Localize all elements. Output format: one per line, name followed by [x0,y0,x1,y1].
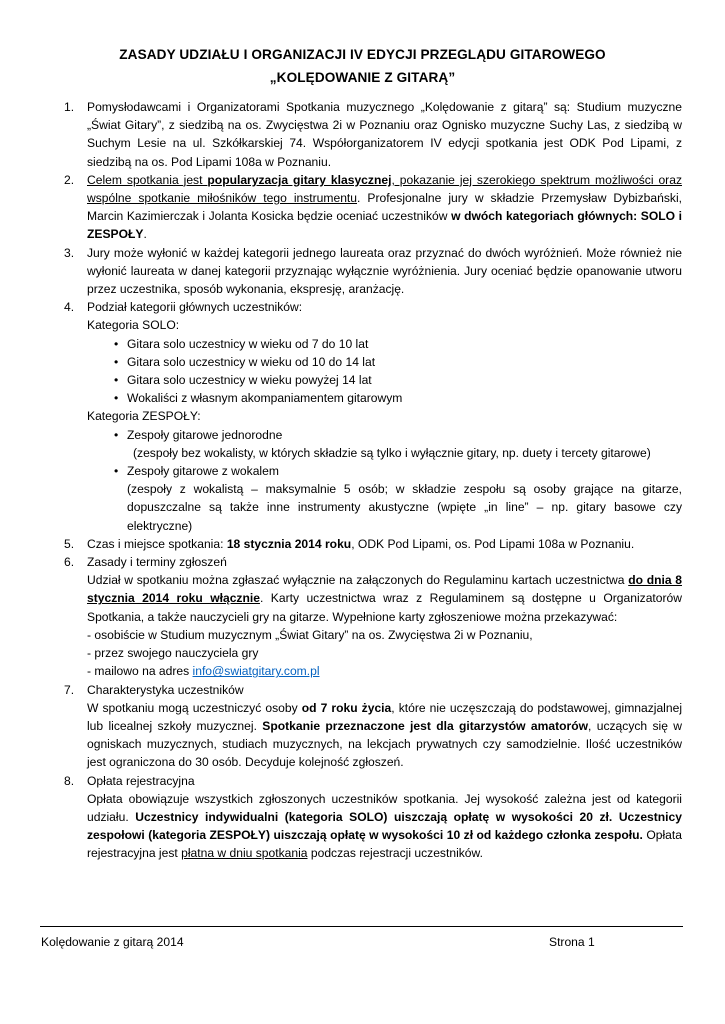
bullet-icon: • [114,427,119,442]
plain-text: podczas rejestracji uczestników. [307,846,483,861]
bold-underlined-text: popularyzacja gitary klasycznej [207,172,392,187]
rule-number: 5. [64,536,75,551]
bullet-icon: • [114,464,119,479]
list-item-text: Zespoły gitarowe jednorodne [127,427,283,442]
rule-number: 2. [64,172,75,187]
bullet-icon: • [114,391,119,406]
rule-number: 1. [64,100,75,114]
bullet-icon: • [114,336,119,351]
rule-item-4 [64,298,682,535]
list-item-text: Zespoły gitarowe z wokalem [127,464,279,479]
list-item-text: Gitara solo uczestnicy w wieku powyżej 14 lat [127,373,372,388]
document-title-line1: ZASADY UDZIAŁU I ORGANIZACJI IV EDYCJI PRZEGLĄDU GITAROWEGO [119,47,606,62]
list-item [87,462,682,535]
plain-text: . [143,227,147,242]
submission-option: - przez swojego nauczyciela gry [87,646,259,661]
zespoly-list [87,426,682,535]
list-item-description: (zespoły bez wokalisty, w których składzie są tylko i wyłącznie gitary, np. duety i tercety gitarowe) [133,445,651,460]
rule-heading: Opłata rejestracyjna [87,773,195,788]
solo-list [87,335,682,408]
submission-option [87,662,682,680]
rule-text [87,790,682,863]
rule-number: 6. [64,555,75,570]
rule-number: 8. [64,773,75,788]
list-item-text: Wokaliści z własnym akompaniamentem gitarowym [127,391,403,406]
rule-item-1 [64,98,682,171]
rule-number: 7. [64,682,75,697]
bullet-icon: • [114,354,119,369]
bold-text: 18 stycznia 2014 roku [226,536,352,551]
rule-text [87,571,682,626]
rule-item-5 [64,535,682,553]
footer-divider [40,926,683,927]
plain-text: Opłata rejestracyjna jest [87,828,682,861]
list-item [87,389,682,407]
list-item-description: (zespoły z wokalistą – maksymalnie 5 osób; w składzie zespołu są osoby grające na gitarze, dopuszczalne są także inne instrumenty akustyczne (wpięte „in line” – np. gitary basowe czy elektryczne) [127,482,682,533]
rule-item-3 [64,244,682,299]
rule-text [87,535,682,553]
rule-number: 3. [64,245,75,260]
underlined-text: Celem spotkania jest [87,172,208,187]
plain-text: , uczących się w ogniskach muzycznych, studiach muzycznych, na lekcjach prywatnych czy samodzielnie. Ilość uczestników jest ograniczona do 30 osób. Decyduje kolejność zgłoszeń. [87,718,683,770]
rules-list [64,98,682,863]
plain-text: Udział w spotkaniu można zgłaszać wyłącznie na załączonych do Regulaminu kartach uczestnictwa [87,573,629,588]
rule-text: Jury może wyłonić w każdej kategorii jednego laureata oraz przyznać do dwóch wyróżnień. Może również nie wyłonić laureata w danej kategorii przyznając wyłącznie wyróżnienia. Jury oceniać będzie opanowanie utworu przez uczestnika, sposób wykonania, ekspresję, aranżację. [87,245,682,297]
bullet-icon: • [114,373,119,388]
list-item [87,353,682,371]
rule-text: Pomysłodawcami i Organizatorami Spotkania muzycznego „Kolędowanie z gitarą” są: Studium muzyczne „Świat Gitary”, z siedzibą na os. Zwycięstwa 2i w Poznaniu oraz Ognisko muzyczne Suchy Las, z siedzibą w Suchym Lesie na ul. Szkółkarskiej 74. Współorganizatorem IV edycji spotkania jest ODK Pod Lipami, z siedzibą na os. Pod Lipami 108a w Poznaniu. [87,100,682,169]
list-item [87,335,682,353]
rule-heading: Zasady i terminy zgłoszeń [87,555,227,570]
category-solo-label: Kategoria SOLO: [87,318,180,333]
list-item-text: Gitara solo uczestnicy w wieku od 7 do 10 lat [127,336,369,351]
rule-item-6 [64,553,682,680]
submission-option: - osobiście w Studium muzycznym „Świat Gitary” na os. Zwycięstwa 2i w Poznaniu, [87,627,533,642]
rule-text: Podział kategorii głównych uczestników: [87,300,303,315]
bold-underlined-text: do dnia 8 stycznia 2014 roku włącznie [87,573,682,606]
plain-text: Opłata obowiązuje wszystkich zgłoszonych uczestników spotkania. Jej wysokość zależna jest od kategorii udziału. [87,791,682,824]
plain-text: , które nie uczęszczają do podstawowej, gimnazjalnej lub licealnej szkoły muzycznej. [87,700,683,733]
bold-text: od 7 roku życia [301,700,392,715]
bold-text: Uczestnicy indywidualni (kategoria SOLO) uiszczają opłatę w wysokości 20 zł. Uczestnicy zespołowi (kategoria ZESPOŁY) uiszczają opłatę w wysokości 10 zł od każdego członka zespołu. [87,809,682,843]
underlined-text: , pokazanie jej szerokiego spektrum możliwości oraz wspólne spotkanie miłośników tego instrumentu [87,172,682,206]
rule-item-7 [64,681,682,772]
rule-heading: Charakterystyka uczestników [87,682,244,697]
underlined-text: płatna w dniu spotkania [181,846,308,861]
plain-text: W spotkaniu mogą uczestniczyć osoby [87,700,302,715]
page-number: Strona 1 [549,935,595,949]
plain-text: . Profesjonalne jury w składzie Przemysław Dybizbański, Marcin Kazimierczak i Jolanta Kosicka będzie oceniać uczestników [87,191,682,224]
plain-text: , ODK Pod Lipami, os. Pod Lipami 108a w Poznaniu. [351,536,635,551]
bold-text: Spotkanie przeznaczone jest dla gitarzystów amatorów [262,718,589,733]
category-zespoly-label: Kategoria ZESPOŁY: [87,409,201,424]
list-item-text: Gitara solo uczestnicy w wieku od 10 do 14 lat [127,354,376,369]
list-item [87,426,682,462]
plain-text: Czas i miejsce spotkania: [87,536,227,551]
plain-text: - mailowo na adres [87,664,193,679]
rule-item-2 [64,171,682,244]
email-link[interactable]: info@swiatgitary.com.pl [192,664,320,679]
document-title-line2: „KOLĘDOWANIE Z GITARĄ” [269,70,456,85]
rule-text [87,699,682,772]
rule-number: 4. [64,300,75,315]
plain-text: . Karty uczestnictwa wraz z Regulaminem są dostępne u Organizatorów Spotkania, a także nauczycieli gry na gitarze. Wypełnione karty zgłoszeniowe można przekazywać: [87,591,682,624]
bold-text: w dwóch kategoriach głównych: SOLO i ZESPOŁY [87,209,682,242]
rule-text [87,171,682,244]
list-item [87,371,682,389]
rule-item-8 [64,772,682,863]
footer-title: Kolędowanie z gitarą 2014 [41,935,184,949]
